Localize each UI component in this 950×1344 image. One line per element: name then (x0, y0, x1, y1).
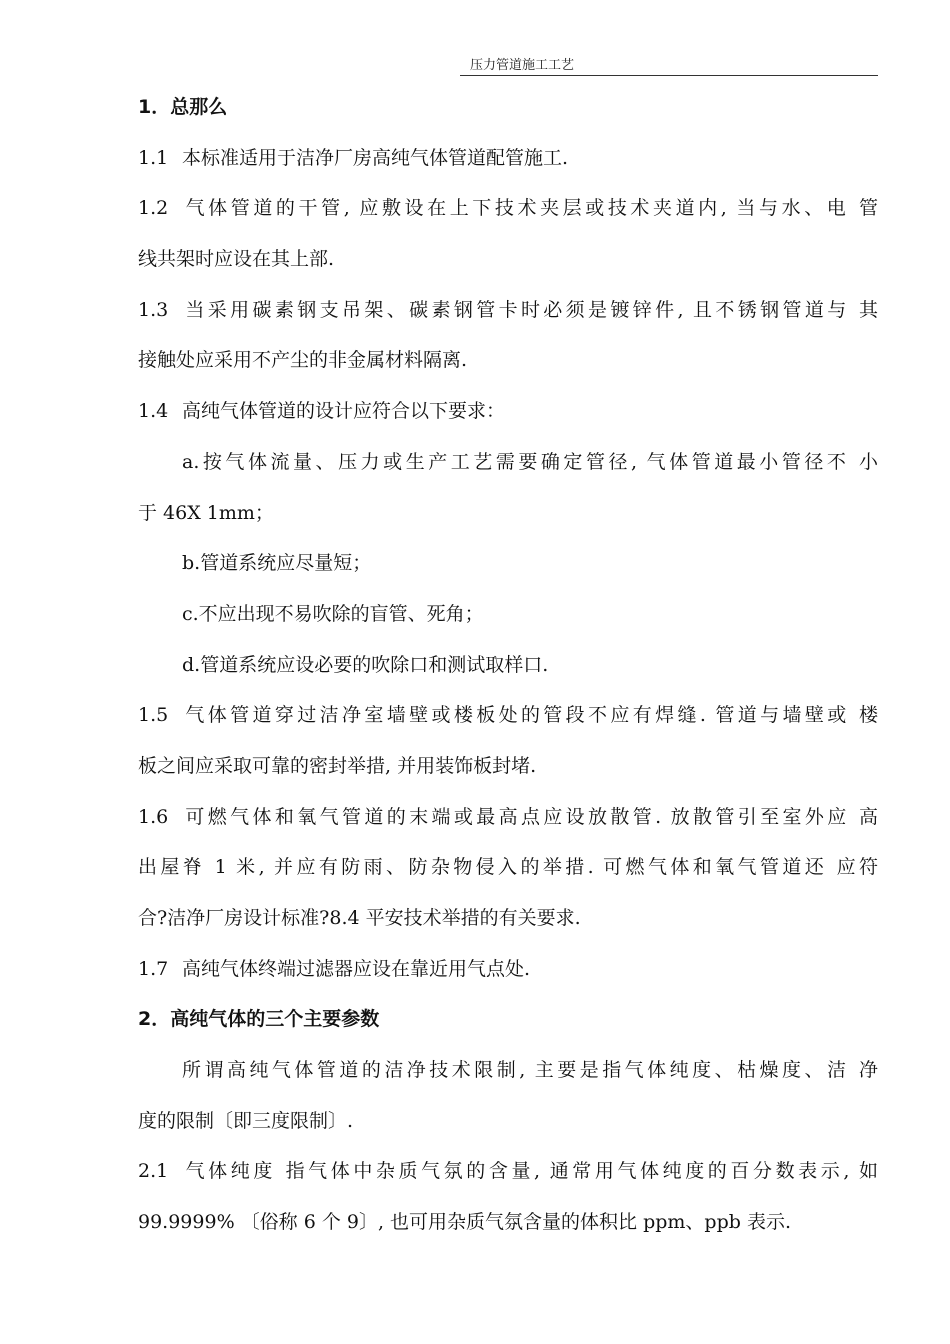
clause-number: 1.4 (138, 400, 169, 423)
clause-number: 1.7 (138, 957, 169, 980)
clause-number: 1.1 (138, 146, 169, 169)
section-1-heading: 1．总那么 (138, 96, 228, 118)
clause-text: 高纯气体管道的设计应符合以下要求： (182, 400, 506, 423)
clause-1-6-cont-2: 合?洁净厂房设计标准?8.4 平安技术举措的有关要求. (138, 907, 581, 929)
clause-number: 1.3 (138, 298, 169, 321)
header-title: 压力管道施工工艺 (470, 58, 575, 73)
clause-text: 高纯气体终端过滤器应设在靠近用气点处. (182, 957, 531, 980)
document-body (138, 82, 878, 1248)
clause-1-3-cont: 接触处应采用不产尘的非金属材料隔离. (138, 349, 468, 372)
clause-2-1 (138, 1146, 878, 1197)
clause-1-2-cont: 线共架时应设在其上部. (138, 248, 335, 271)
clause-text: 可燃气体和氧气管道的末端或最高点应设放散管. 放散管引至室外应 高 (182, 805, 878, 828)
page-header (460, 56, 878, 76)
clause-1-7 (138, 944, 878, 995)
section-2-intro-cont: 度的限制〔即三度限制〕. (138, 1109, 354, 1132)
sub-item-b: b.管道系统应尽量短； (182, 552, 372, 575)
clause-1-1 (138, 133, 878, 184)
clause-1-6-cont: 出屋脊 1 米, 并应有防雨、防杂物侵入的举措. 可燃气体和氧气管道还 应符 (138, 856, 878, 879)
sub-item-d: d.管道系统应设必要的吹除口和测试取样口. (182, 653, 549, 676)
clause-text: 气体管道的干管, 应敷设在上下技术夹层或技术夹道内, 当与水、电 管 (182, 197, 878, 220)
section-2-intro: 所谓高纯气体管道的洁净技术限制, 主要是指气体纯度、枯燥度、洁 净 (182, 1059, 878, 1082)
section-2-heading: 2．高纯气体的三个主要参数 (138, 1008, 380, 1031)
clause-1-4 (138, 386, 878, 437)
clause-number: 2.1 (138, 1160, 169, 1183)
clause-number: 1.5 (138, 704, 169, 727)
clause-2-1-cont: 99.9999% 〔俗称 6 个 9〕, 也可用杂质气氛含量的体积比 ppm、ppb 表示. (138, 1211, 791, 1234)
sub-item-a: a.按气体流量、压力或生产工艺需要确定管径, 气体管道最小管径不 小 (182, 450, 878, 473)
clause-1-5 (138, 690, 878, 741)
clause-number: 1.2 (138, 197, 169, 220)
clause-1-5-cont: 板之间应采取可靠的密封举措, 并用装饰板封堵. (138, 754, 537, 777)
clause-1-6 (138, 792, 878, 843)
clause-1-2 (138, 183, 878, 234)
sub-item-c: c.不应出现不易吹除的盲管、死角； (182, 602, 484, 625)
clause-text: 本标准适用于洁净厂房高纯气体管道配管施工. (182, 146, 569, 169)
clause-text: 气体纯度 指气体中杂质气氛的含量, 通常用气体纯度的百分数表示, 如 (182, 1160, 878, 1183)
clause-1-3 (138, 285, 878, 336)
clause-text: 当采用碳素钢支吊架、碳素钢管卡时必须是镀锌件, 且不锈钢管道与 其 (182, 298, 878, 321)
clause-number: 1.6 (138, 805, 169, 828)
clause-text: 气体管道穿过洁净室墙壁或楼板处的管段不应有焊缝. 管道与墙壁或 楼 (182, 704, 878, 727)
sub-item-a-cont: 于 46X 1mm； (138, 501, 274, 524)
